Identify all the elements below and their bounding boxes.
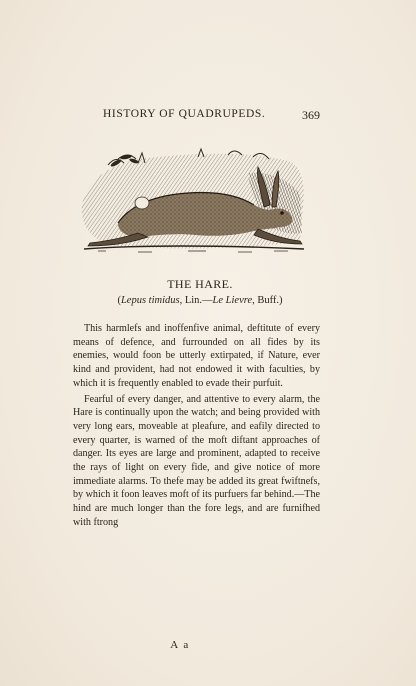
running-head: HISTORY OF QUADRUPEDS. <box>103 108 266 120</box>
synonymy-close: , Buff.) <box>252 295 283 306</box>
species-synonymy <box>70 295 330 306</box>
hare-woodcut-icon <box>78 145 308 261</box>
scientific-name: Lepus timidus <box>120 295 180 306</box>
page-number: 369 <box>302 108 320 122</box>
synonymy-open: ( <box>117 295 121 306</box>
paragraph: Fearful of every danger, and attentive to every alarm, the Hare is continually upon the watch; and being provided with very long ears, moveable at pleafure, and eafily directed to every quarter, is warned of the moft diftant approaches of danger. Its eyes are large and prominent, adapted to receive the rays of light on every fide, and give notice of more immediate alarms. To thefe may be added its great fwiftnefs, by which it foon leaves moft of its purfuers far behind.—The hind are much longer than the fore legs, and are furnifhed with ftrong <box>73 393 320 528</box>
section-title: THE HARE. <box>167 277 233 291</box>
paragraph: This harmlefs and inoffenfive animal, deftitute of every means of defence, and furrounded on all fides by its enemies, would foon be utterly extirpated, if Nature, ever kind and provident, had not endowed it with faculties, by which it is frequently enabled to evade their purfuit. <box>73 323 320 389</box>
synonymy-mid: , Lin.— <box>179 295 213 306</box>
body-text <box>73 322 320 530</box>
french-name: Le Lievre <box>212 295 253 306</box>
signature-mark: A a <box>170 639 190 651</box>
